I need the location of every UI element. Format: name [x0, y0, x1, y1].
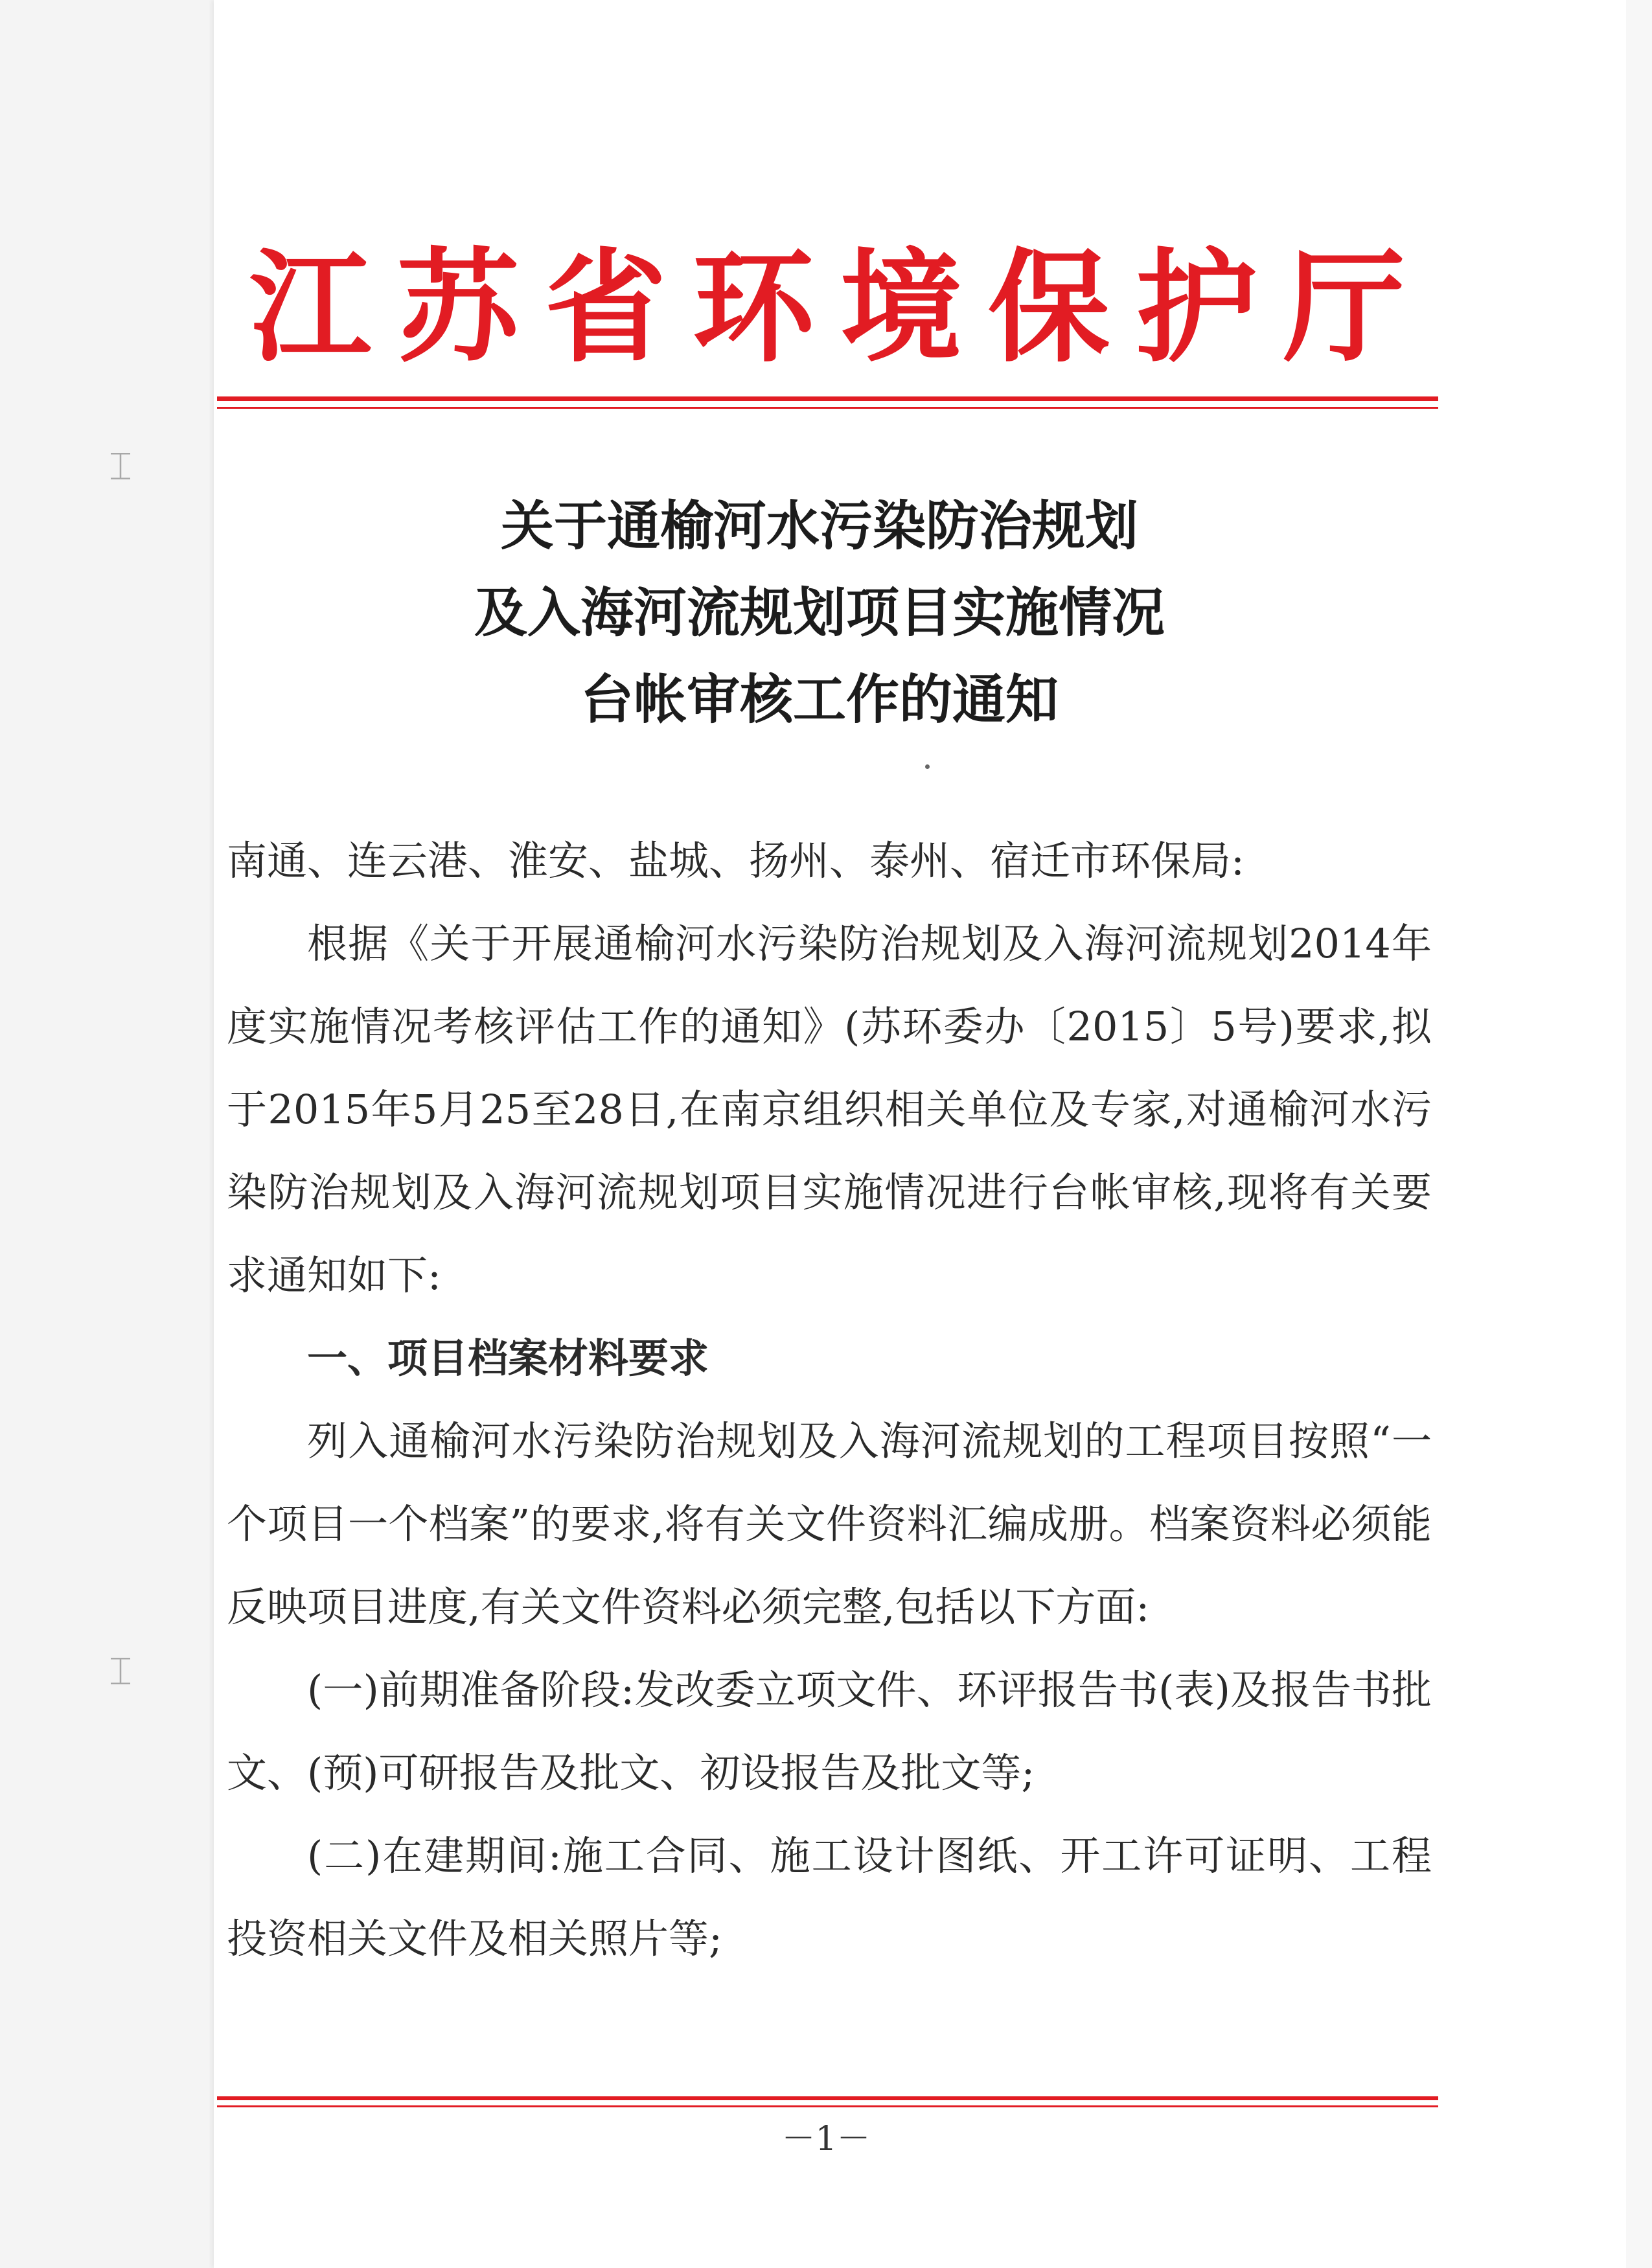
scan-speck — [925, 764, 930, 769]
intro-paragraph: 根据《关于开展通榆河水污染防治规划及入海河流规划2014年度实施情况考核评估工作的通知》(苏环委办〔2015〕5号)要求,拟于2015年5月25至28日,在南京组织相关单位及专家,对通榆河水污染防治规划及入海河流规划项目实施情况进行台帐审核,现将有关要求通知如下: — [227, 920, 1432, 1299]
list-item: (二)在建期间:施工合同、施工设计图纸、开工许可证明、工程投资相关文件及相关照片等; — [227, 1832, 1432, 1962]
title-line-1: 关于通榆河水污染防治规划 — [500, 495, 1138, 557]
letterhead-rule-thick — [217, 396, 1438, 401]
agency-letterhead: 江苏省环境保护厅 — [249, 236, 1431, 379]
page-number: －1－ — [781, 2120, 871, 2159]
title-line-2: 及入海河流规划项目实施情况 — [474, 582, 1165, 644]
list-item: (一)前期准备阶段:发改委立项文件、环评报告书(表)及报告书批文、(预)可研报告及批文、初设报告及批文等; — [227, 1666, 1432, 1796]
binding-margin — [0, 0, 216, 2268]
staple-mark-icon: ⌶ — [109, 444, 132, 489]
document-title — [285, 483, 1354, 743]
letterhead-rule-thin — [217, 407, 1438, 409]
title-line-3: 台帐审核工作的通知 — [580, 669, 1059, 731]
document-body — [227, 819, 1432, 1980]
section-paragraph: 列入通榆河水污染防治规划及入海河流规划的工程项目按照“一个项目一个档案”的要求,将有关文件资料汇编成册。档案资料必须能反映项目进度,有关文件资料必须完整,包括以下方面: — [227, 1417, 1432, 1631]
footer-rule-thin — [217, 2105, 1438, 2107]
scan-edge — [1626, 0, 1652, 2268]
footer-rule-thick — [217, 2096, 1438, 2100]
staple-mark-icon: ⌶ — [109, 1649, 132, 1694]
addressee-line: 南通、连云港、淮安、盐城、扬州、泰州、宿迁市环保局: — [227, 837, 1245, 884]
section-heading: 一、项目档案材料要求 — [307, 1334, 709, 1382]
